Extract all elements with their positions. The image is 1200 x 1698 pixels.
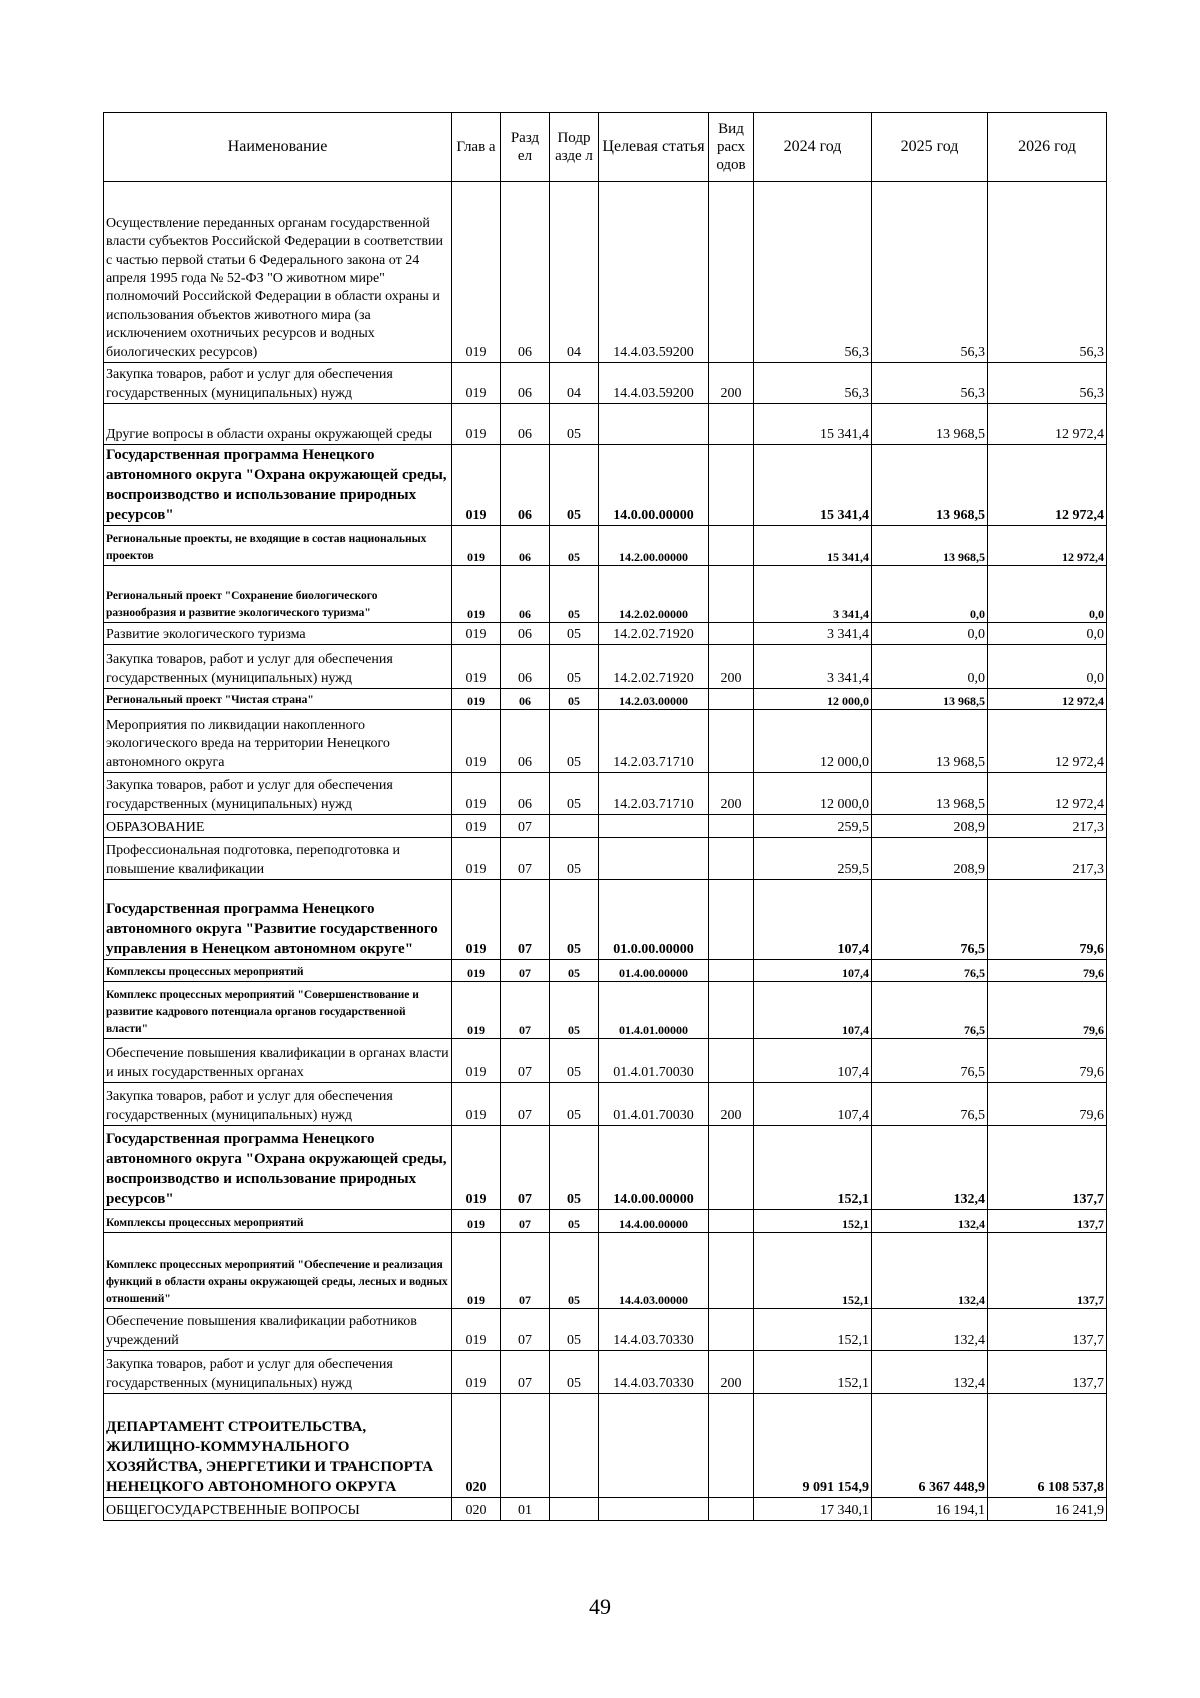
- row-name: ОБРАЗОВАНИЕ: [104, 815, 452, 838]
- row-razdel: 06: [501, 404, 550, 445]
- row-2024: 107,4: [754, 1083, 872, 1126]
- row-2026: 137,7: [988, 1309, 1107, 1351]
- row-glava: 019: [452, 566, 501, 623]
- row-podrazdel: 05: [550, 960, 599, 982]
- row-name: Обеспечение повышения квалификации в органах власти и иных государственных органах: [104, 1039, 452, 1083]
- row-name: Региональный проект "Сохранение биологического разнообразия и развитие экологического туризма": [104, 566, 452, 623]
- header-vid: Вид расх одов: [709, 113, 754, 182]
- table-row: [104, 960, 1107, 982]
- row-2026: 79,6: [988, 960, 1107, 982]
- row-vid: [709, 445, 754, 526]
- row-2025: 132,4: [872, 1309, 988, 1351]
- budget-table: [103, 112, 1107, 1521]
- row-vid: [709, 526, 754, 566]
- row-2026: 56,3: [988, 363, 1107, 404]
- row-target: [599, 1498, 709, 1521]
- row-glava: 019: [452, 1126, 501, 1210]
- row-target: 14.4.03.59200: [599, 363, 709, 404]
- row-2026: 12 972,4: [988, 689, 1107, 710]
- row-name: Мероприятия по ликвидации накопленного экологического вреда на территории Ненецкого автономного округа: [104, 710, 452, 773]
- row-vid: [709, 182, 754, 363]
- header-razdel: Разд ел: [501, 113, 550, 182]
- row-podrazdel: 05: [550, 526, 599, 566]
- row-glava: 019: [452, 1351, 501, 1394]
- row-vid: [709, 960, 754, 982]
- row-glava: 019: [452, 1039, 501, 1083]
- row-2025: 76,5: [872, 982, 988, 1039]
- row-name: Закупка товаров, работ и услуг для обеспечения государственных (муниципальных) нужд: [104, 773, 452, 815]
- row-name: Комплексы процессных мероприятий: [104, 960, 452, 982]
- row-name: Обеспечение повышения квалификации работников учреждений: [104, 1309, 452, 1351]
- row-razdel: 07: [501, 1083, 550, 1126]
- row-target: 14.2.03.71710: [599, 773, 709, 815]
- row-2025: 208,9: [872, 838, 988, 880]
- row-2025: 13 968,5: [872, 404, 988, 445]
- row-target: 14.4.03.59200: [599, 182, 709, 363]
- row-2024: 56,3: [754, 363, 872, 404]
- row-2026: 12 972,4: [988, 445, 1107, 526]
- page-number: 49: [589, 1594, 611, 1619]
- row-name: Закупка товаров, работ и услуг для обеспечения государственных (муниципальных) нужд: [104, 645, 452, 689]
- row-glava: 019: [452, 1309, 501, 1351]
- table-row: [104, 526, 1107, 566]
- row-name: Другие вопросы в области охраны окружающей среды: [104, 404, 452, 445]
- row-podrazdel: 05: [550, 623, 599, 645]
- row-2024: 15 341,4: [754, 404, 872, 445]
- row-glava: 019: [452, 1233, 501, 1309]
- row-2024: 9 091 154,9: [754, 1394, 872, 1498]
- row-vid: [709, 1126, 754, 1210]
- row-target: 14.2.03.71710: [599, 710, 709, 773]
- table-row: [104, 623, 1107, 645]
- row-vid: [709, 623, 754, 645]
- row-2026: 79,6: [988, 880, 1107, 960]
- row-razdel: 07: [501, 838, 550, 880]
- row-razdel: 01: [501, 1498, 550, 1521]
- table-row: [104, 1309, 1107, 1351]
- row-vid: [709, 710, 754, 773]
- row-glava: 020: [452, 1394, 501, 1498]
- row-target: 01.4.01.00000: [599, 982, 709, 1039]
- header-2025: 2025 год: [872, 113, 988, 182]
- row-razdel: 07: [501, 1351, 550, 1394]
- row-podrazdel: 05: [550, 689, 599, 710]
- row-2025: 208,9: [872, 815, 988, 838]
- row-razdel: 07: [501, 1039, 550, 1083]
- row-vid: [709, 1309, 754, 1351]
- row-2024: 15 341,4: [754, 445, 872, 526]
- row-podrazdel: 05: [550, 1351, 599, 1394]
- row-podrazdel: [550, 1394, 599, 1498]
- row-target: 01.4.01.70030: [599, 1083, 709, 1126]
- row-name: Осуществление переданных органам государственной власти субъектов Российской Федерации в соответствии с частью первой статьи 6 Федерального закона от 24 апреля 1995 года № 52-ФЗ "О животном мире" полномочий Российской Федерации в области охраны и использования объектов животного мира (за исключением охотничьих ресурсов и водных биологических ресурсов): [104, 182, 452, 363]
- row-2024: 152,1: [754, 1233, 872, 1309]
- row-target: 14.0.00.00000: [599, 445, 709, 526]
- row-2025: 13 968,5: [872, 689, 988, 710]
- header-2026: 2026 год: [988, 113, 1107, 182]
- header-name: Наименование: [104, 113, 452, 182]
- row-vid: [709, 404, 754, 445]
- table-body: [104, 182, 1107, 1521]
- row-2025: 76,5: [872, 880, 988, 960]
- row-name: Профессиональная подготовка, переподготовка и повышение квалификации: [104, 838, 452, 880]
- budget-table-container: [103, 112, 1106, 1521]
- row-name: Закупка товаров, работ и услуг для обеспечения государственных (муниципальных) нужд: [104, 1083, 452, 1126]
- row-target: 14.0.00.00000: [599, 1126, 709, 1210]
- row-2025: 6 367 448,9: [872, 1394, 988, 1498]
- row-2026: 79,6: [988, 1039, 1107, 1083]
- table-row: [104, 1233, 1107, 1309]
- row-podrazdel: 05: [550, 1126, 599, 1210]
- row-glava: 019: [452, 880, 501, 960]
- row-2026: 0,0: [988, 566, 1107, 623]
- row-2026: 137,7: [988, 1126, 1107, 1210]
- table-row: [104, 645, 1107, 689]
- row-vid: [709, 1210, 754, 1233]
- table-row: [104, 1126, 1107, 1210]
- row-glava: 019: [452, 445, 501, 526]
- table-row: [104, 838, 1107, 880]
- row-razdel: 06: [501, 645, 550, 689]
- row-target: [599, 838, 709, 880]
- row-razdel: 06: [501, 445, 550, 526]
- row-glava: 019: [452, 689, 501, 710]
- row-vid: 200: [709, 363, 754, 404]
- row-2025: 0,0: [872, 623, 988, 645]
- row-razdel: 07: [501, 1210, 550, 1233]
- row-2025: 0,0: [872, 645, 988, 689]
- row-target: [599, 1394, 709, 1498]
- row-2024: 12 000,0: [754, 689, 872, 710]
- row-2026: 137,7: [988, 1351, 1107, 1394]
- row-vid: [709, 1498, 754, 1521]
- table-row: [104, 1083, 1107, 1126]
- row-2024: 3 341,4: [754, 566, 872, 623]
- row-name: Государственная программа Ненецкого автономного округа "Охрана окружающей среды, воспроизводство и использование природных ресурсов": [104, 1126, 452, 1210]
- row-2025: 13 968,5: [872, 710, 988, 773]
- row-2024: 152,1: [754, 1210, 872, 1233]
- row-razdel: 06: [501, 623, 550, 645]
- row-podrazdel: 05: [550, 710, 599, 773]
- row-podrazdel: 04: [550, 363, 599, 404]
- row-target: 14.4.00.00000: [599, 1210, 709, 1233]
- row-vid: 200: [709, 645, 754, 689]
- row-target: 01.4.01.70030: [599, 1039, 709, 1083]
- header-glava: Глав а: [452, 113, 501, 182]
- row-glava: 019: [452, 960, 501, 982]
- row-2026: 0,0: [988, 623, 1107, 645]
- header-podrazdel: Подр азде л: [550, 113, 599, 182]
- row-name: Закупка товаров, работ и услуг для обеспечения государственных (муниципальных) нужд: [104, 363, 452, 404]
- row-name: Государственная программа Ненецкого автономного округа "Развитие государственного управления в Ненецком автономном округе": [104, 880, 452, 960]
- table-row: [104, 363, 1107, 404]
- row-2025: 132,4: [872, 1126, 988, 1210]
- row-name: Комплекс процессных мероприятий "Совершенствование и развитие кадрового потенциала органов государственной власти": [104, 982, 452, 1039]
- row-podrazdel: 04: [550, 182, 599, 363]
- table-row: [104, 566, 1107, 623]
- row-2024: 107,4: [754, 1039, 872, 1083]
- row-vid: 200: [709, 1351, 754, 1394]
- row-glava: 019: [452, 982, 501, 1039]
- row-2024: 259,5: [754, 838, 872, 880]
- row-razdel: 06: [501, 566, 550, 623]
- row-target: 14.4.03.70330: [599, 1351, 709, 1394]
- row-target: 14.2.02.71920: [599, 645, 709, 689]
- row-podrazdel: 05: [550, 645, 599, 689]
- row-podrazdel: 05: [550, 880, 599, 960]
- table-row: [104, 445, 1107, 526]
- row-2025: 16 194,1: [872, 1498, 988, 1521]
- row-2026: 12 972,4: [988, 710, 1107, 773]
- row-target: [599, 404, 709, 445]
- row-target: 14.4.03.00000: [599, 1233, 709, 1309]
- row-2026: 12 972,4: [988, 404, 1107, 445]
- row-vid: [709, 1039, 754, 1083]
- row-razdel: 07: [501, 880, 550, 960]
- row-2024: 12 000,0: [754, 773, 872, 815]
- row-name: Государственная программа Ненецкого автономного округа "Охрана окружающей среды, воспроизводство и использование природных ресурсов": [104, 445, 452, 526]
- row-2026: 12 972,4: [988, 773, 1107, 815]
- table-row: [104, 1351, 1107, 1394]
- row-2026: 217,3: [988, 815, 1107, 838]
- row-vid: 200: [709, 1083, 754, 1126]
- row-glava: 019: [452, 182, 501, 363]
- row-glava: 019: [452, 838, 501, 880]
- row-2024: 56,3: [754, 182, 872, 363]
- row-2026: 6 108 537,8: [988, 1394, 1107, 1498]
- row-podrazdel: 05: [550, 1309, 599, 1351]
- row-target: 14.2.03.00000: [599, 689, 709, 710]
- row-2024: 107,4: [754, 960, 872, 982]
- row-vid: [709, 1394, 754, 1498]
- row-glava: 020: [452, 1498, 501, 1521]
- header-target: Целевая статья: [599, 113, 709, 182]
- row-2024: 107,4: [754, 880, 872, 960]
- row-target: 01.4.00.00000: [599, 960, 709, 982]
- row-podrazdel: 05: [550, 838, 599, 880]
- row-2024: 3 341,4: [754, 645, 872, 689]
- row-2025: 56,3: [872, 363, 988, 404]
- row-vid: [709, 815, 754, 838]
- row-2026: 16 241,9: [988, 1498, 1107, 1521]
- row-glava: 019: [452, 815, 501, 838]
- row-2026: 217,3: [988, 838, 1107, 880]
- row-razdel: 07: [501, 1309, 550, 1351]
- row-name: Региональный проект "Чистая страна": [104, 689, 452, 710]
- table-row: [104, 1498, 1107, 1521]
- row-2025: 56,3: [872, 182, 988, 363]
- table-row: [104, 880, 1107, 960]
- row-vid: 200: [709, 773, 754, 815]
- row-name: Закупка товаров, работ и услуг для обеспечения государственных (муниципальных) нужд: [104, 1351, 452, 1394]
- row-2026: 0,0: [988, 645, 1107, 689]
- row-name: ОБЩЕГОСУДАРСТВЕННЫЕ ВОПРОСЫ: [104, 1498, 452, 1521]
- row-vid: [709, 566, 754, 623]
- row-razdel: 07: [501, 1126, 550, 1210]
- row-vid: [709, 689, 754, 710]
- row-glava: 019: [452, 363, 501, 404]
- row-2025: 132,4: [872, 1233, 988, 1309]
- row-name: Комплекс процессных мероприятий "Обеспечение и реализация функций в области охраны окружающей среды, лесных и водных отношений": [104, 1233, 452, 1309]
- row-2024: 107,4: [754, 982, 872, 1039]
- header-2024: 2024 год: [754, 113, 872, 182]
- row-2026: 79,6: [988, 982, 1107, 1039]
- row-glava: 019: [452, 623, 501, 645]
- row-target: 01.0.00.00000: [599, 880, 709, 960]
- row-2026: 79,6: [988, 1083, 1107, 1126]
- row-podrazdel: 05: [550, 773, 599, 815]
- row-2026: 137,7: [988, 1233, 1107, 1309]
- row-podrazdel: 05: [550, 1210, 599, 1233]
- row-glava: 019: [452, 1210, 501, 1233]
- row-podrazdel: 05: [550, 1083, 599, 1126]
- table-row: [104, 773, 1107, 815]
- table-row: [104, 982, 1107, 1039]
- row-glava: 019: [452, 1083, 501, 1126]
- row-razdel: 07: [501, 1233, 550, 1309]
- row-2025: 76,5: [872, 1039, 988, 1083]
- row-2026: 137,7: [988, 1210, 1107, 1233]
- row-vid: [709, 982, 754, 1039]
- table-row: [104, 404, 1107, 445]
- row-razdel: [501, 1394, 550, 1498]
- table-row: [104, 1394, 1107, 1498]
- row-podrazdel: 05: [550, 404, 599, 445]
- table-row: [104, 815, 1107, 838]
- row-razdel: 06: [501, 526, 550, 566]
- row-vid: [709, 1233, 754, 1309]
- row-razdel: 06: [501, 773, 550, 815]
- row-razdel: 07: [501, 960, 550, 982]
- row-glava: 019: [452, 404, 501, 445]
- row-2025: 13 968,5: [872, 526, 988, 566]
- row-glava: 019: [452, 773, 501, 815]
- row-2024: 3 341,4: [754, 623, 872, 645]
- row-razdel: 06: [501, 710, 550, 773]
- row-2024: 152,1: [754, 1126, 872, 1210]
- row-2025: 76,5: [872, 1083, 988, 1126]
- row-2025: 132,4: [872, 1210, 988, 1233]
- row-vid: [709, 880, 754, 960]
- row-2024: 259,5: [754, 815, 872, 838]
- row-podrazdel: 05: [550, 1039, 599, 1083]
- row-razdel: 06: [501, 182, 550, 363]
- row-name: Комплексы процессных мероприятий: [104, 1210, 452, 1233]
- row-2026: 12 972,4: [988, 526, 1107, 566]
- row-vid: [709, 838, 754, 880]
- row-target: 14.4.03.70330: [599, 1309, 709, 1351]
- row-target: 14.2.02.00000: [599, 566, 709, 623]
- table-row: [104, 689, 1107, 710]
- row-name: ДЕПАРТАМЕНТ СТРОИТЕЛЬСТВА, ЖИЛИЩНО-КОММУНАЛЬНОГО ХОЗЯЙСТВА, ЭНЕРГЕТИКИ И ТРАНСПОРТА НЕНЕЦКОГО АВТОНОМНОГО ОКРУГА: [104, 1394, 452, 1498]
- row-2024: 152,1: [754, 1309, 872, 1351]
- row-podrazdel: 05: [550, 566, 599, 623]
- row-2025: 0,0: [872, 566, 988, 623]
- row-2024: 152,1: [754, 1351, 872, 1394]
- row-2025: 76,5: [872, 960, 988, 982]
- row-podrazdel: [550, 1498, 599, 1521]
- row-target: 14.2.00.00000: [599, 526, 709, 566]
- row-2025: 13 968,5: [872, 773, 988, 815]
- row-podrazdel: [550, 815, 599, 838]
- row-target: 14.2.02.71920: [599, 623, 709, 645]
- row-glava: 019: [452, 526, 501, 566]
- row-target: [599, 815, 709, 838]
- row-razdel: 07: [501, 982, 550, 1039]
- row-glava: 019: [452, 710, 501, 773]
- header-row: [104, 113, 1107, 182]
- row-razdel: 06: [501, 689, 550, 710]
- table-row: [104, 1039, 1107, 1083]
- row-2024: 12 000,0: [754, 710, 872, 773]
- row-podrazdel: 05: [550, 1233, 599, 1309]
- row-2025: 13 968,5: [872, 445, 988, 526]
- row-name: Региональные проекты, не входящие в состав национальных проектов: [104, 526, 452, 566]
- row-2025: 132,4: [872, 1351, 988, 1394]
- row-razdel: 07: [501, 815, 550, 838]
- table-row: [104, 1210, 1107, 1233]
- row-2026: 56,3: [988, 182, 1107, 363]
- row-podrazdel: 05: [550, 982, 599, 1039]
- table-row: [104, 182, 1107, 363]
- row-2024: 15 341,4: [754, 526, 872, 566]
- table-row: [104, 710, 1107, 773]
- row-podrazdel: 05: [550, 445, 599, 526]
- row-name: Развитие экологического туризма: [104, 623, 452, 645]
- row-2024: 17 340,1: [754, 1498, 872, 1521]
- row-razdel: 06: [501, 363, 550, 404]
- row-glava: 019: [452, 645, 501, 689]
